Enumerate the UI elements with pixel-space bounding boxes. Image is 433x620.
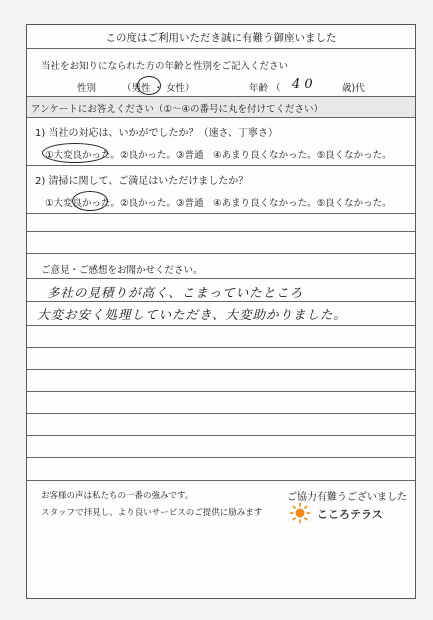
age-label: 年齢 （	[249, 83, 281, 94]
sun-logo-icon	[289, 502, 311, 524]
question-2-options: ①大変良かった。②良かった。③普通 ④あまり良くなかった。⑤良くなかった。	[45, 198, 392, 209]
divider	[27, 165, 415, 166]
divider	[27, 117, 415, 118]
comments-heading: ご意見・ご感想をお聞かせください。	[41, 265, 203, 276]
survey-instruction: アンケートにお答えください（①～④の番号に丸を付けてください）	[31, 104, 323, 115]
gender-options: （男性 ・ 女性）	[122, 83, 195, 94]
gender-label: 性別	[77, 83, 97, 94]
ruled-line	[27, 325, 415, 326]
comment-line-2: 大変お安く処理していただき、大変助かりました。	[37, 307, 348, 322]
divider	[27, 253, 415, 254]
question-2: 2) 清掃に関して、ご満足はいただけましたか？	[35, 176, 249, 187]
answer-1-circle	[42, 143, 108, 163]
thanks-text: ご協力有難うございました	[287, 492, 407, 503]
gender-selection-circle	[137, 76, 161, 95]
comment-line-1: 多社の見積りが高く、こまっていたところ	[47, 285, 304, 300]
age-value: 4 0	[292, 77, 313, 92]
footer-note-1: お客様の声は私たちの一番の強みです。	[41, 491, 194, 501]
ruled-line	[27, 480, 415, 481]
ruled-line	[27, 278, 415, 279]
divider	[27, 213, 415, 214]
brand-name: こころテラス	[317, 508, 383, 521]
divider	[27, 231, 415, 232]
sheet-title: この度はご利用いただき誠に有難う御座いました	[105, 32, 337, 44]
ruled-line	[27, 413, 415, 414]
ruled-line	[27, 369, 415, 370]
ruled-line	[27, 301, 415, 302]
answer-2-circle	[72, 191, 108, 211]
ruled-line	[27, 347, 415, 348]
survey-sheet	[26, 24, 416, 599]
profile-prompt: 当社をお知りになられた方の年齢と性別をご記入ください	[41, 61, 289, 72]
ruled-line	[27, 391, 415, 392]
ruled-line	[27, 457, 415, 458]
ruled-line	[27, 435, 415, 436]
question-1-options: ①大変良かった。②良かった。③普通 ④あまり良くなかった。⑤良くなかった。	[45, 150, 392, 161]
age-suffix: 歳)代	[342, 83, 365, 94]
question-1: 1) 当社の対応は、いかがでしたか？（速さ、丁寧さ）	[35, 128, 279, 139]
footer-note-2: スタッフで拝見し、より良いサービスのご提供に励みます	[41, 508, 263, 518]
divider	[27, 48, 415, 49]
